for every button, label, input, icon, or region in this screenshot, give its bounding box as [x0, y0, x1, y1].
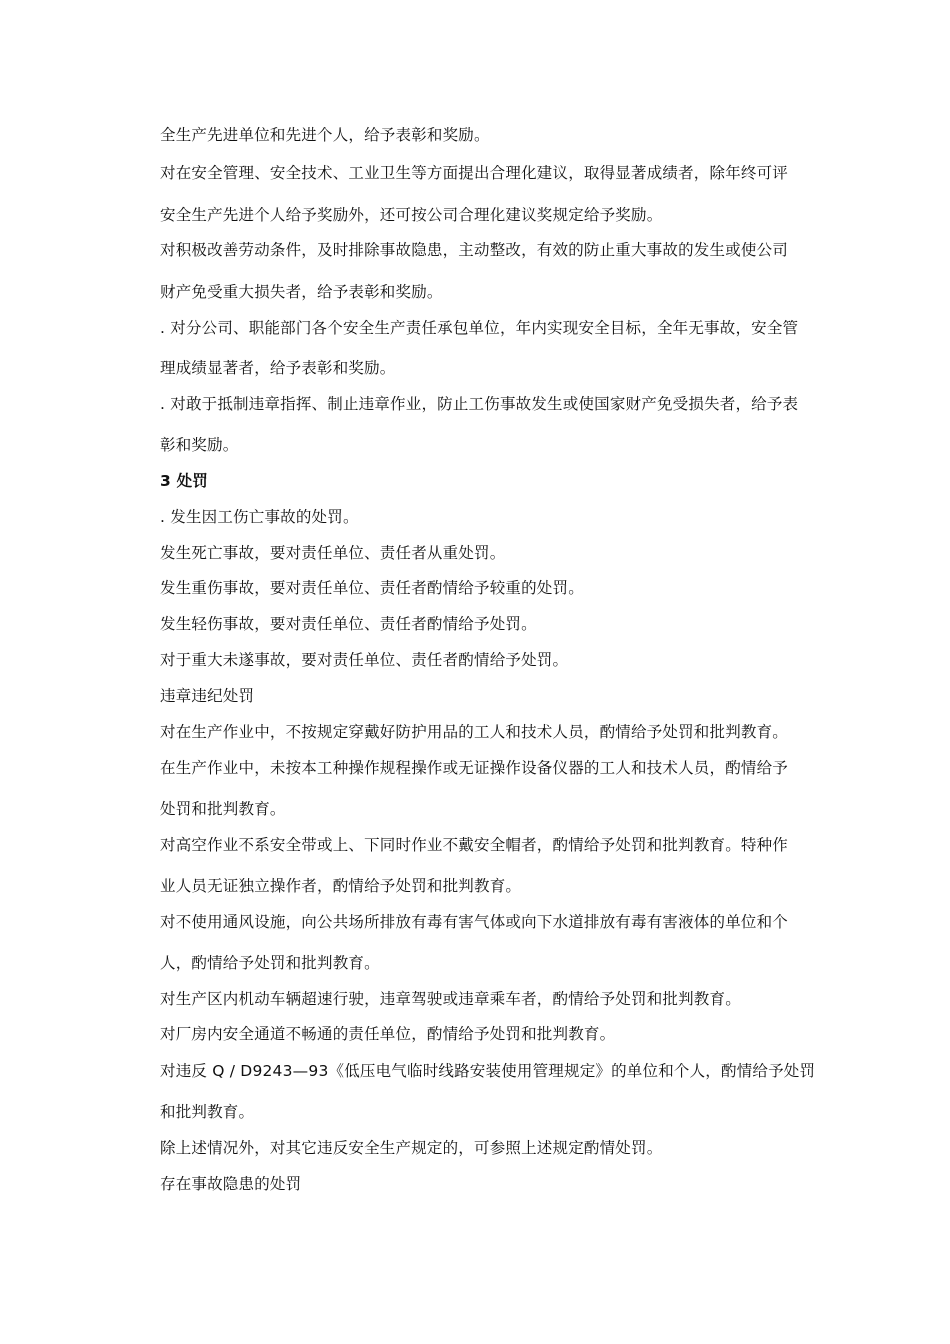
paragraph-line: 业人员无证独立操作者，酌情给予处罚和批判教育。: [160, 877, 522, 895]
paragraph-line: 对厂房内安全通道不畅通的责任单位，酌情给予处罚和批判教育。: [160, 1025, 616, 1043]
paragraph-line: 对于重大未遂事故，要对责任单位、责任者酌情给予处罚。: [160, 651, 569, 669]
paragraph-line: 对生产区内机动车辆超速行驶，违章驾驶或违章乘车者，酌情给予处罚和批判教育。: [160, 990, 741, 1008]
paragraph-line: 发生重伤事故，要对责任单位、责任者酌情给予较重的处罚。: [160, 579, 584, 597]
paragraph-line: . 发生因工伤亡事故的处罚。: [160, 508, 359, 526]
paragraph-line: 对积极改善劳动条件，及时排除事故隐患，主动整改，有效的防止重大事故的发生或使公司: [160, 241, 789, 259]
paragraph-line: 人，酌情给予处罚和批判教育。: [160, 954, 380, 972]
paragraph-line: . 对分公司、职能部门各个安全生产责任承包单位，年内实现安全目标，全年无事故，安全管: [160, 319, 799, 337]
paragraph-line: . 对敢于抵制违章指挥、制止违章作业，防止工伤事故发生或使国家财产免受损失者，给予表: [160, 395, 799, 413]
paragraph-line: 发生死亡事故，要对责任单位、责任者从重处罚。: [160, 544, 506, 562]
paragraph-line: 对违反 Q / D9243—93《低压电气临时线路安装使用管理规定》的单位和个人，酌情给予处罚: [160, 1062, 816, 1080]
paragraph-line: 理成绩显著者，给予表彰和奖励。: [160, 359, 396, 377]
paragraph-line: 除上述情况外，对其它违反安全生产规定的，可参照上述规定酌情处罚。: [160, 1139, 663, 1157]
paragraph-line: 对高空作业不系安全带或上、下同时作业不戴安全帽者，酌情给予处罚和批判教育。特种作: [160, 836, 789, 854]
section-heading: 3 处罚: [160, 472, 208, 490]
paragraph-line: 处罚和批判教育。: [160, 800, 286, 818]
paragraph-line: 违章违纪处罚: [160, 687, 255, 705]
paragraph-line: 存在事故隐患的处罚: [160, 1175, 302, 1193]
paragraph-line: 彰和奖励。: [160, 436, 239, 454]
paragraph-line: 全生产先进单位和先进个人，给予表彰和奖励。: [160, 126, 490, 144]
paragraph-line: 对不使用通风设施，向公共场所排放有毒有害气体或向下水道排放有毒有害液体的单位和个: [160, 913, 789, 931]
paragraph-line: 安全生产先进个人给予奖励外，还可按公司合理化建议奖规定给予奖励。: [160, 206, 663, 224]
paragraph-line: 发生轻伤事故，要对责任单位、责任者酌情给予处罚。: [160, 615, 537, 633]
paragraph-line: 和批判教育。: [160, 1103, 255, 1121]
paragraph-line: 对在生产作业中，不按规定穿戴好防护用品的工人和技术人员，酌情给予处罚和批判教育。: [160, 723, 789, 741]
paragraph-line: 财产免受重大损失者，给予表彰和奖励。: [160, 283, 443, 301]
paragraph-line: 在生产作业中，未按本工种操作规程操作或无证操作设备仪器的工人和技术人员，酌情给予: [160, 759, 789, 777]
paragraph-line: 对在安全管理、安全技术、工业卫生等方面提出合理化建议，取得显著成绩者，除年终可评: [160, 164, 789, 182]
